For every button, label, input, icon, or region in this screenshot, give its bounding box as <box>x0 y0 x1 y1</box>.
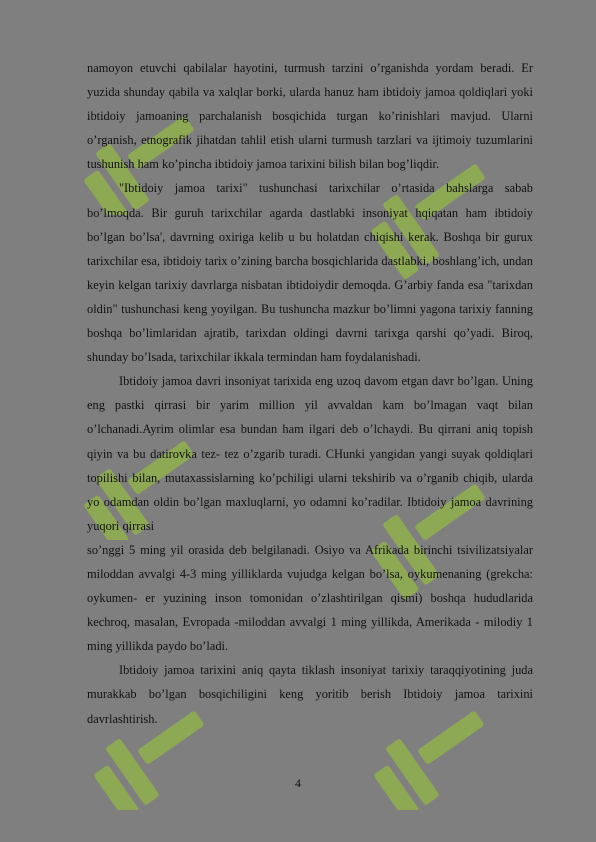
paragraph: Ibtidoiy jamoa davri insoniyat tarixida eng uzoq davom etgan davr bo’lgan. Uning eng pastki qirrasi bir yarim million yil avvaldan kam bo’lmagan vaqt bilan o’lchanadi.Ayrim olimlar esa bundan ham ilgari deb o’lchaydi. Bu qirrani aniq topish qiyin va bu datirovka tez- tez o’zgarib turadi. CHunki yangidan yangi suyak qoldiqlari topilishi bilan, mutaxassislarning ko’pchiligi ularni tekshirib va o’rganib chiqib, ularda yo odamdan oldin bo’lgan maxluqlarni, yo odamni ko’radilar. Ibtidoiy jamoa davrining yuqori qirrasi <box>87 374 533 533</box>
paragraph: "Ibtidoiy jamoa tarixi" tushunchasi tarixchilar o’rtasida bahslarga sabab bo’lmoqda. Bir guruh tarixchilar agarda dastlabki insoniyat hqiqatan ham ibtidoiy bo’lgan bo’lsa', davrning oxiriga kelib u bu holatdan chiqishi kerak. Boshqa bir gurux tarixchilar esa, ibtidoiy tarix o’zining barcha bosqichlarida dastlabki, boshlang’ich, undan keyin kelgan tarixiy davrlarga nisbatan ibtidoiydir demoqda. G’arbiy fanda esa "tarixdan oldin" tushunchasi keng yoyilgan. Bu tushuncha mazkur bo’limni yagona tarixiy fanning boshqa bo’limlaridan ajratib, tarixdan oldingi davrni tarixga qarshi qo’yadi. Biroq, shunday bo’lsada, tarixchilar ikkala termindan ham foydalanishadi. <box>87 181 533 365</box>
document-body <box>87 56 533 731</box>
paragraph: Ibtidoiy jamoa tarixini aniq qayta tiklash insoniyat tarixiy taraqqiyotining juda murakkab bo’lgan bosqichiligini keng yoritib berish Ibtidoiy jamoa tarixini davrlashtirish. <box>87 663 533 726</box>
page-number: 4 <box>295 776 301 790</box>
paragraph: namoyon etuvchi qabilalar hayotini, turmush tarzini o’rganishda yordam beradi. Er yuzida shunday qabila va xalqlar borki, ularda hanuz ham ibtidoiy jamoa qoldiqlari yoki ibtidoiy jamoaning parchalanish bosqichida turgan ko’rinishlari mavjud. Ularni o’rganish, etnografik jihatdan tahlil etish ularni turmush tarzlari va ijtimoiy tuzumlarini tushunish ham ko’pincha ibtidoiy jamoa tarixini bilish bilan bog’liqdir. <box>87 61 533 172</box>
paragraph: so’nggi 5 ming yil orasida deb belgilanadi. Osiyo va Afrikada birinchi tsivilizatsiyalar miloddan avvalgi 4-3 ming yilliklarda vujudga kelgan bo’lsa, oykumenaning (grekcha: oykumen- er yuzining inson tomonidan o’zlashtirilgan qismi) boshqa hududlarida kechroq, masalan, Evropada -miloddan avvalgi 1 ming yillikda, Amerikada - milodiy 1 ming yillikda paydo bo’ladi. <box>87 542 533 654</box>
